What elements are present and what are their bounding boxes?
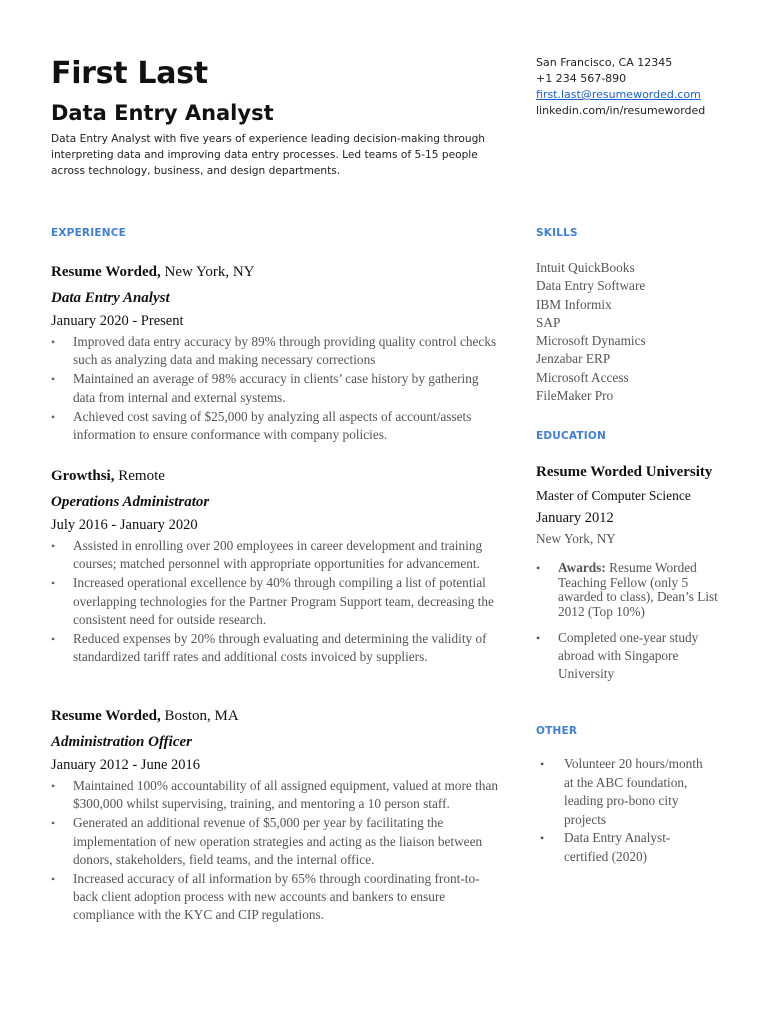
list-item: • Volunteer 20 hours/month at the ABC foundation, leading pro-bono city projects <box>540 755 710 829</box>
education-bullets <box>536 561 726 683</box>
skill-item: Microsoft Dynamics <box>536 333 646 349</box>
awards-text: Resume Worded Teaching Fellow (only 5 awarded to class), Dean’s List 2012 (Top 10%) <box>558 560 718 619</box>
skill-item: Data Entry Software <box>536 278 646 294</box>
education-date: January 2012 <box>536 510 614 526</box>
list-item: • Maintained 100% accountability of all assigned equipment, valued at more than $300,000 whilst supervising, training, and mentoring a 10 person staff. <box>51 777 501 813</box>
contact-email-link[interactable]: first.last@resumeworded.com <box>536 88 701 101</box>
list-item: • Maintained an average of 98% accuracy in clients’ case history by gathering data from internal and external systems. <box>51 370 501 406</box>
job-bullets <box>51 777 501 925</box>
skill-item: IBM Informix <box>536 296 612 312</box>
job-bullets <box>51 333 501 444</box>
experience-heading: EXPERIENCE <box>51 227 126 239</box>
job-location: Remote <box>118 468 165 484</box>
skills-heading: SKILLS <box>536 227 578 239</box>
list-item: • Completed one-year study abroad with Singapore University <box>536 629 726 683</box>
list-item: • Achieved cost saving of $25,000 by analyzing all aspects of account/assets information to ensure conformance with company policies. <box>51 408 501 444</box>
education-location: New York, NY <box>536 531 616 546</box>
contact-phone: +1 234 567-890 <box>536 72 627 85</box>
job-company-line <box>51 466 501 486</box>
skill-item: SAP <box>536 314 561 330</box>
skill-item: Jenzabar ERP <box>536 351 611 367</box>
contact-address: San Francisco, CA 12345 <box>536 56 673 69</box>
skill-item: Intuit QuickBooks <box>536 260 635 275</box>
other-heading: OTHER <box>536 725 578 737</box>
skill-item: FileMaker Pro <box>536 388 614 404</box>
candidate-name: First Last <box>51 56 208 91</box>
list-item: • Improved data entry accuracy by 89% through providing quality control checks such as analyzing data and making necessary corrections <box>51 333 501 369</box>
job-company: Resume Worded, <box>51 264 161 280</box>
job-role: Operations Administrator <box>51 494 210 510</box>
job-company: Resume Worded, <box>51 708 161 724</box>
list-item: • Data Entry Analyst-certified (2020) <box>540 829 710 866</box>
experience-entry <box>51 466 501 667</box>
list-item: • Reduced expenses by 20% through evaluating and determining the validity of standardized tariff rates and additional costs invoiced by suppliers. <box>51 630 501 666</box>
list-item <box>536 561 726 619</box>
job-company-line <box>51 262 501 282</box>
other-list <box>540 755 710 866</box>
list-item: • Increased operational excellence by 40% through compiling a list of potential overlapping technologies for the Partner Program Support team, decreasing the consistent need for outside research. <box>51 574 501 629</box>
job-dates: July 2016 - January 2020 <box>51 517 198 533</box>
experience-entry <box>51 706 501 926</box>
awards-label: Awards: <box>558 560 606 575</box>
skills-list <box>536 259 756 405</box>
education-school: Resume Worded University <box>536 464 713 480</box>
contact-block <box>536 55 756 119</box>
experience-entry <box>51 262 501 445</box>
list-item: • Generated an additional revenue of $5,000 per year by facilitating the implementation of new operation strategies and acting as the liaison between donors, stakeholders, field teams, and the internal office. <box>51 814 501 869</box>
education-degree: Master of Computer Science <box>536 488 691 503</box>
job-location: Boston, MA <box>164 708 239 724</box>
contact-linkedin: linkedin.com/in/resumeworded <box>536 104 706 117</box>
job-title: Data Entry Analyst <box>51 101 274 125</box>
job-location: New York, NY <box>164 264 255 280</box>
job-company: Growthsi, <box>51 468 115 484</box>
job-dates: January 2012 - June 2016 <box>51 757 201 773</box>
job-role: Data Entry Analyst <box>51 290 170 306</box>
education-heading: EDUCATION <box>536 430 607 442</box>
job-dates: January 2020 - Present <box>51 313 184 329</box>
education-entry <box>536 464 726 693</box>
list-item: • Assisted in enrolling over 200 employees in career development and training courses; matched personnel with appropriate opportunities for advancement. <box>51 537 501 573</box>
job-role: Administration Officer <box>51 734 192 750</box>
list-item: • Increased accuracy of all information by 65% through coordinating front-to-back client adoption process with new accounts and bankers to ensure compliance with the KYC and CIP regulations. <box>51 870 501 925</box>
job-company-line <box>51 706 501 726</box>
skill-item: Microsoft Access <box>536 369 629 385</box>
job-bullets <box>51 537 501 666</box>
summary: Data Entry Analyst with five years of experience leading decision-making through interpreting data and improving data entry processes. Led teams of 5-15 people across technology, business, and design departments. <box>51 133 486 177</box>
